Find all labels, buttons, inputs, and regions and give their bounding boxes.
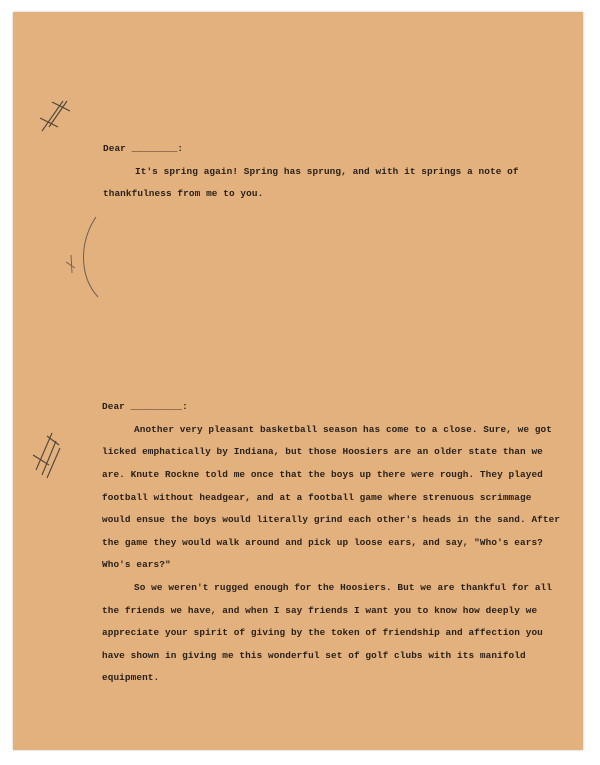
letter-2-line: have shown in giving me this wonderful set of golf clubs with its manifold: [102, 650, 526, 661]
letter-2-line: appreciate your spirit of giving by the token of friendship and affection you: [102, 627, 543, 638]
letter-2-line: are. Knute Rockne told me once that the boys up there were rough. They played: [102, 469, 543, 480]
letter-2-line: Another very pleasant basketball season has come to a close. Sure, we got: [134, 424, 552, 435]
letter-2-line: football without headgear, and at a football game where strenuous scrimmage: [102, 492, 532, 503]
letter-1-line: It's spring again! Spring has sprung, and with it springs a note of: [135, 166, 519, 177]
letter-2-salutation: Dear _________:: [102, 401, 188, 412]
letter-2-line: the friends we have, and when I say friends I want you to know how deeply we: [102, 605, 538, 616]
letter-2-line: licked emphatically by Indiana, but those Hoosiers are an older state than we: [102, 446, 543, 457]
letter-2-line: would ensue the boys would literally grind each other's heads in the sand. After: [102, 514, 561, 525]
document-page: [13, 12, 583, 750]
letter-1-line: thankfulness from me to you.: [103, 188, 264, 199]
letter-1-salutation: Dear ________:: [103, 143, 184, 154]
letter-2-line: equipment.: [102, 672, 160, 683]
letter-2-line: Who's ears?": [102, 559, 171, 570]
letter-2-line: the game they would walk around and pick up loose ears, and say, "Who's ears?: [102, 537, 543, 548]
letter-2-line: So we weren't rugged enough for the Hoosiers. But we are thankful for all: [134, 582, 552, 593]
